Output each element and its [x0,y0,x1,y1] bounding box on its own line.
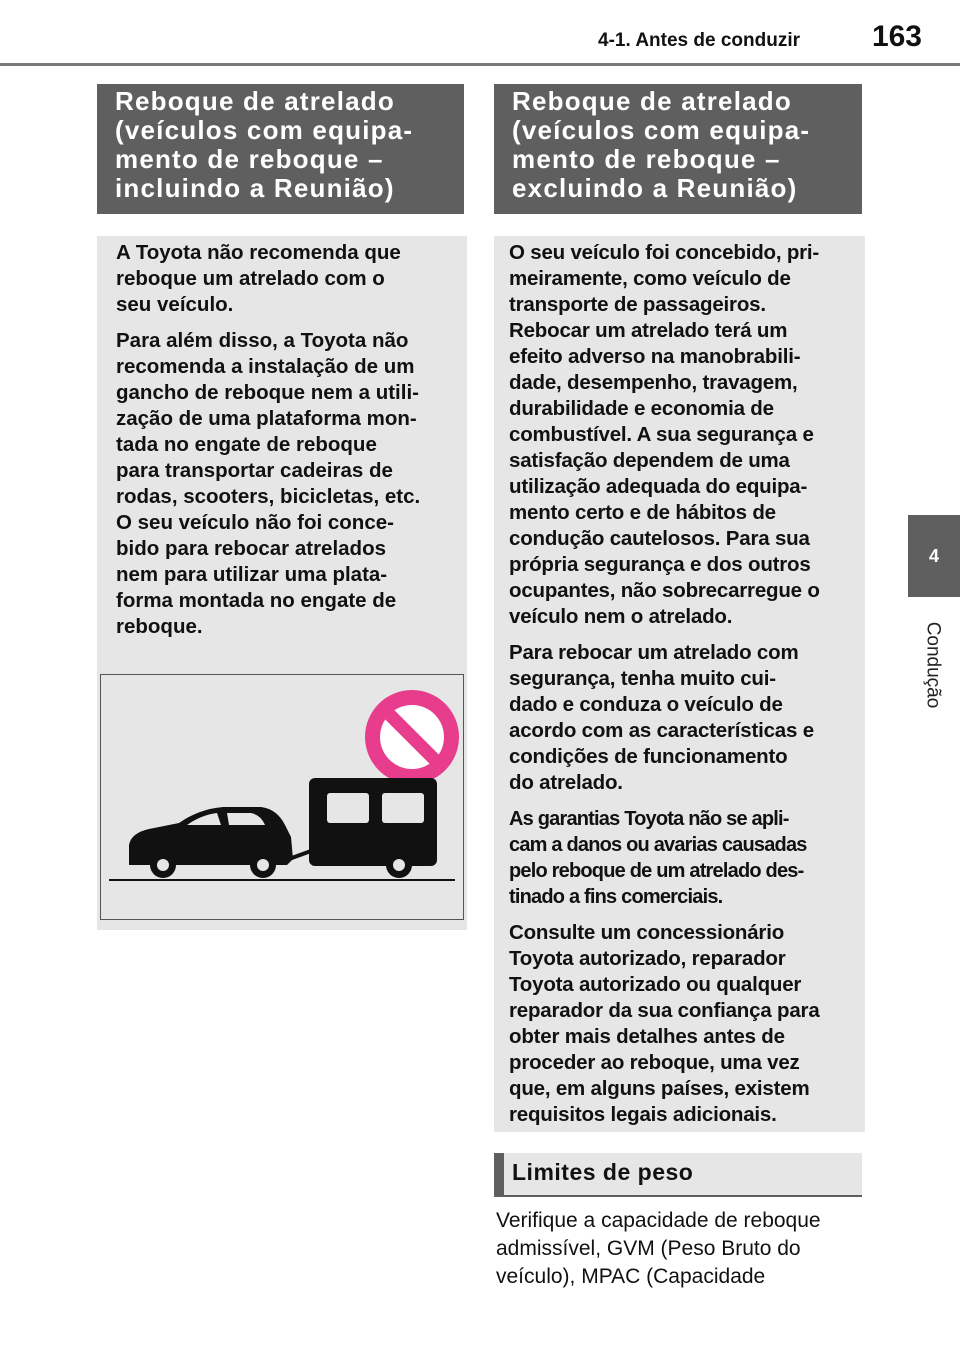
title-line: (veículos com equipa- [512,115,811,145]
section-title: 4-1. Antes de conduzir [598,30,800,51]
body-line: admissível, GVM (Peso Bruto do [496,1237,801,1260]
paragraph-condensed: As garantias Toyota não se apli- cam a danos ou avarias causadas pelo reboque de um atrelado des- tinado a fins comerciais. [509,808,807,908]
subheading-weight-limits: Limites de peso [494,1153,862,1197]
title-line: (veículos com equipa- [115,115,414,145]
paragraph: A Toyota não recomenda que reboque um atrelado com o seu veículo. [116,241,401,316]
right-section-title [494,84,862,214]
body-line: Verifique a capacidade de reboque [496,1209,821,1232]
chapter-number: 4 [928,545,939,566]
chapter-label-container [892,610,960,720]
paragraph: Consulte um concessionário Toyota autorizado, reparador Toyota autorizado ou qualquer reparador da sua confiança para obter mais detalhes antes de proceder ao reboque, uma vez que, em alguns países, existem requisitos legais adicionais. [509,921,820,1126]
subheading-underline [494,1195,862,1197]
title-line: incluindo a Reunião) [115,173,395,203]
header-divider [0,63,960,66]
page-number: 163 [871,20,922,53]
title-line: Reboque de atrelado [512,86,792,116]
caravan-icon [289,778,437,878]
title-line: Reboque de atrelado [115,86,395,116]
left-section-title [97,84,464,214]
body-text [496,1207,876,1291]
right-info-box [494,236,865,1132]
title-line: excluindo a Reunião) [512,173,798,203]
paragraph: Para rebocar um atrelado com segurança, tenha muito cui- dado e conduza o veículo de acordo com as características e condições de funcionamento do atrelado. [509,641,814,794]
paragraph: Para além disso, a Toyota não recomenda a instalação de um gancho de reboque nem a utili- zação de uma plataforma mon- tada no engate de reboque para transportar cadeiras de rodas, scooters, bicicletas, etc. O seu veículo não foi conce- bido para rebocar atrelados nem para utilizar uma plata- forma montada no engate de reboque. [116,329,421,638]
towing-illustration [100,674,464,920]
paragraph: O seu veículo foi concebido, pri- meiramente, como veículo de transporte de passageiros. Rebocar um atrelado terá um efeito adverso na manobrabili- dade, desempenho, travagem, durabilidade e economia de combustível. A sua segurança e satisfação dependem de uma utilização adequada do equipa- mento certo e de hábitos de condução cautelosos. Para sua própria segurança e dos outros ocupantes, não sobrecarregue o veículo nem o atrelado. [509,241,820,628]
chapter-tab[interactable] [908,515,960,597]
car-icon [129,807,293,878]
prohibited-towing-icon [101,675,463,919]
body-line: veículo), MPAC (Capacidade [496,1265,766,1288]
chapter-label: Condução [922,621,943,709]
title-line: mento de reboque – [512,144,781,174]
title-line: mento de reboque – [115,144,384,174]
prohibition-sign [365,690,459,784]
